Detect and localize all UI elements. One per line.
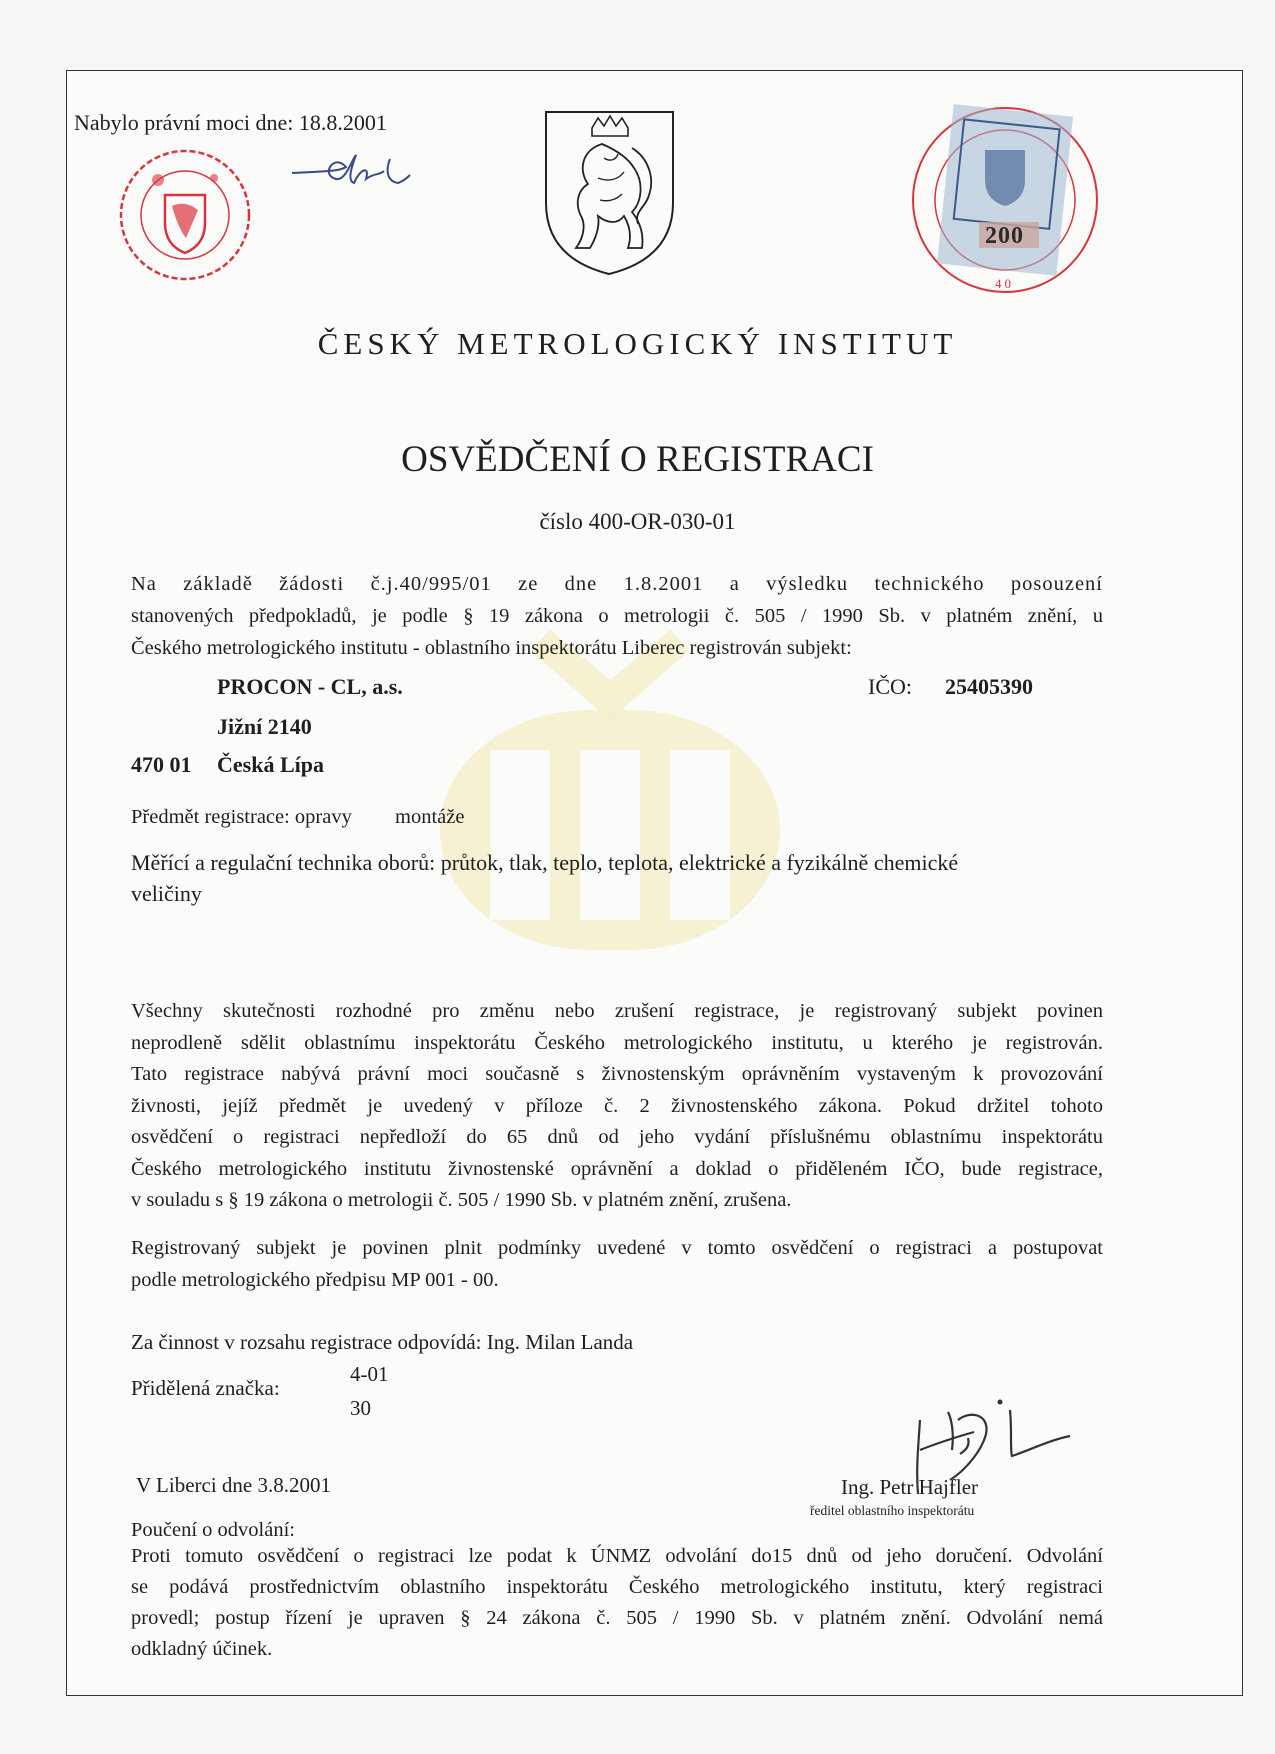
institute-name: ČESKÝ METROLOGICKÝ INSTITUT [317, 326, 958, 361]
scope-line-1: Měřící a regulační technika oborů: průtok, tlak, teplo, teplota, elektrické a fyzikálně chemické [131, 850, 959, 875]
obligations-line: Všechny skutečnosti rozhodné pro změnu nebo zrušení registrace, je registrovaný subjekt povinen [131, 1000, 1103, 1022]
appeal-line: provedl; postup řízení je upraven § 24 zákona č. 505 / 1990 Sb. v platném znění. Odvolání nemá [131, 1607, 1103, 1629]
appeal-line: se podává prostřednictvím oblastního inspektorátu Českého metrologického institutu, který registraci [131, 1576, 1103, 1598]
obligations-line: živnosti, jejíž předmět je uvedený v příloze č. 2 živnostenského zákona. Pokud držitel tohoto [131, 1094, 1103, 1117]
obligations-line: Českého metrologického institutu živnostenské oprávnění a doklad o přiděleném IČO, bude registrace, [131, 1157, 1103, 1180]
revenue-stamp-value: 200 [985, 223, 1024, 249]
obligations-line: osvědčení o registraci nepředloží do 65 dnů od jeho vydání příslušnému oblastnímu inspektorátu [131, 1126, 1103, 1148]
revenue-stamp [905, 100, 1105, 300]
cmi-watermark-logo [420, 620, 800, 960]
intro-line-1: Na základě žádosti č.j.40/995/01 ze dne 1.8.2001 a výsledku technického posouzení [131, 573, 1103, 595]
appeal-line: Proti tomuto osvědčení o registraci lze podat k ÚNMZ odvolání do15 dnů od jeho doručení. Odvolání [131, 1545, 1103, 1567]
registration-subject-label: Předmět registrace: opravy [131, 806, 352, 828]
signatory-role: ředitel oblastního inspektorátu [810, 1503, 975, 1518]
place-and-date: V Liberci dne 3.8.2001 [136, 1473, 331, 1497]
ico-value: 25405390 [945, 674, 1033, 699]
document-number: číslo 400-OR-030-01 [539, 509, 736, 534]
assigned-mark-label: Přidělená značka: [131, 1376, 280, 1400]
subject-city: Česká Lípa [217, 752, 324, 777]
responsible-person: Za činnost v rozsahu registrace odpovídá: Ing. Milan Landa [131, 1330, 634, 1354]
conditions-line: Registrovaný subjekt je povinen plnit podmínky uvedené v tomto osvědčení o registraci a postupovat [131, 1237, 1103, 1259]
obligations-line: neprodleně sdělit oblastnímu inspektorátu Českého metrologického institutu, u kterého je registrován. [131, 1031, 1103, 1054]
intro-line-2: stanovených předpokladů, je podle § 19 zákona o metrologii č. 505 / 1990 Sb. v platném znění, u [131, 605, 1103, 627]
subject-zip: 470 01 [131, 752, 192, 777]
document-title: OSVĚDČENÍ O REGISTRACI [401, 439, 874, 480]
appeal-heading: Poučení o odvolání: [131, 1519, 295, 1541]
assigned-mark-line-1: 4-01 [350, 1362, 389, 1386]
handwritten-signature-1 [290, 145, 450, 200]
conditions-paragraph [131, 1232, 1103, 1296]
ico-label: IČO: [868, 674, 912, 699]
obligations-line: Tato registrace nabývá právní moci současně s živnostenským oprávněním vystaveným k provozování [131, 1063, 1103, 1085]
conditions-line: podle metrologického předpisu MP 001 - 00. [131, 1269, 499, 1291]
assigned-mark-line-2: 30 [350, 1396, 371, 1420]
intro-line-3: Českého metrologického institutu - oblastního inspektorátu Liberec registrován subjekt: [131, 637, 852, 659]
subject-name: PROCON - CL, a.s. [217, 674, 403, 699]
signatory-name: Ing. Petr Hajfler [841, 1475, 979, 1499]
registration-subject-value: montáže [395, 806, 465, 828]
obligations-line: v souladu s § 19 zákona o metrologii č. 505 / 1990 Sb. v platném znění, zrušena. [131, 1189, 792, 1211]
subject-street: Jižní 2140 [217, 714, 312, 739]
appeal-line: odkladný účinek. [131, 1638, 273, 1660]
coat-of-arms-icon [542, 108, 677, 278]
scope-line-2: veličiny [131, 881, 202, 906]
round-seal-stamp [110, 140, 260, 290]
appeal-paragraph [131, 1541, 1103, 1665]
obligations-paragraph [131, 996, 1103, 1217]
revenue-stamp-bottom: 40 [995, 276, 1014, 291]
intro-paragraph [131, 568, 1103, 664]
effective-date-note: Nabylo právní moci dne: 18.8.2001 [74, 110, 387, 135]
